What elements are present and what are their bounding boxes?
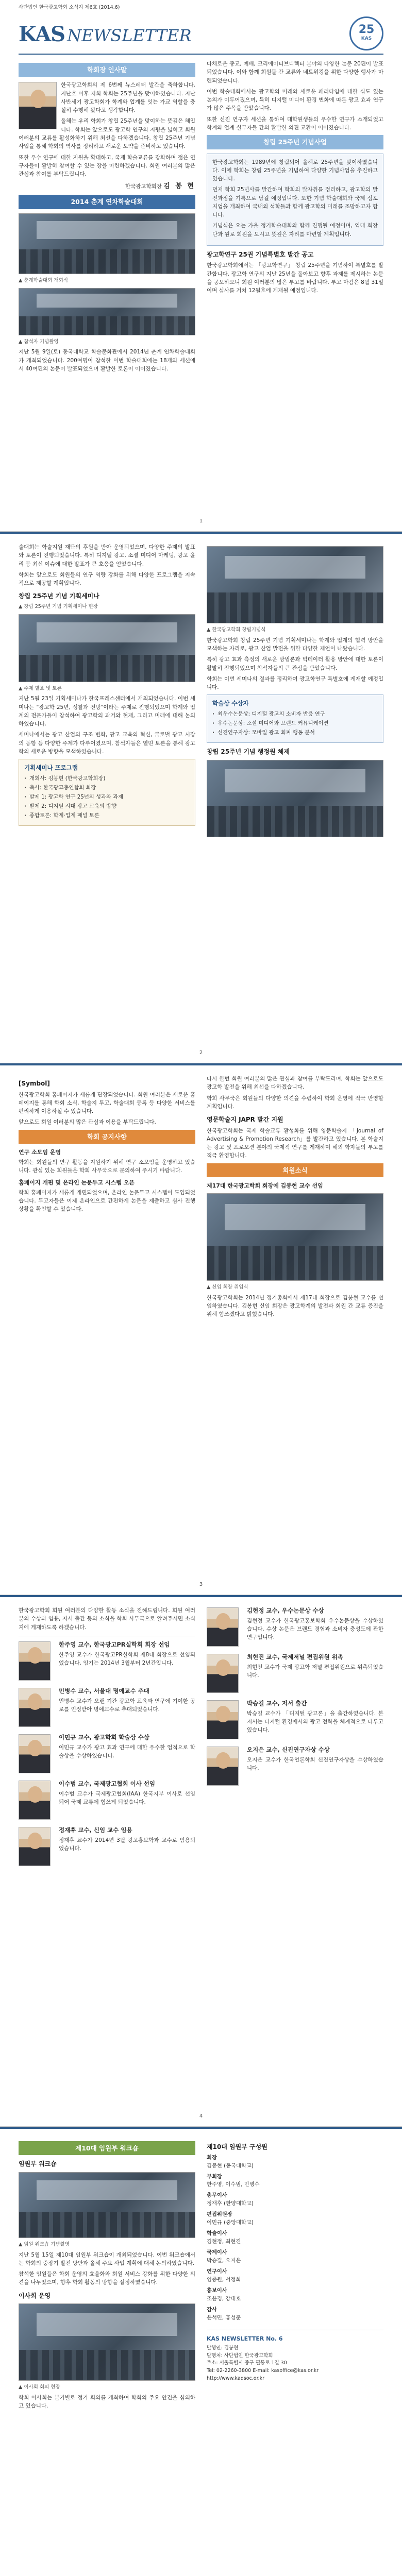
member-portrait [19,1641,51,1681]
roster-role: 부회장 [207,2173,222,2180]
members-paragraph: 한국광고학회는 2014년 정기총회에서 제17대 회장으로 김봉현 교수를 선임하였습니다. 김봉현 신임 회장은 광고학계의 발전과 회원 간 교류 증진을 위해 힘쓰겠다고 밝혔습니다. [207,1294,383,1318]
roster-group [207,2211,383,2227]
member-news-text: 한주영 교수가 한국광고PR실학회 제8대 회장으로 선임되었습니다. 임기는 2014년 3월부터 2년간입니다. [59,1651,195,1666]
board-paragraph: 지난 5월 15일 제10대 임원부 워크숍이 개최되었습니다. 이번 워크숍에서는 학회의 중장기 발전 방안과 올해 주요 사업 계획에 대해 논의하였습니다. [19,2251,195,2266]
roster-group [207,2154,383,2171]
top-rule [0,2127,402,2129]
photo-caption: ▲ 이사회 회의 현장 [19,2384,60,2391]
roster-names: 한주영, 이수범, 민병수 [207,2181,260,2188]
spring-conference-title: 2014 춘계 연차학술대회 [19,195,195,209]
member-portrait [207,1654,239,1693]
press-title: 광고학연구 25권 기념특별호 발간 공고 [207,250,314,258]
anniversary-paragraph: 기념식은 오는 가을 정기학술대회와 함께 진행될 예정이며, 역대 회장단과 원로 회원을 모시고 뜻깊은 자리를 마련할 계획입니다. [212,223,378,238]
photo-caption: ▲ 임원 워크숍 기념촬영 [19,2241,70,2247]
conference-photo [19,213,195,274]
newsletter-page-5 [0,2127,402,2576]
roster-list [207,2154,383,2323]
roster-group [207,2249,383,2265]
roster-group [207,2230,383,2246]
board-paragraph: 참석한 임원들은 학회 운영의 효율화와 회원 서비스 강화를 위한 다양한 의견을 나누었으며, 향후 학회 활동의 방향을 설정하였습니다. [19,2271,195,2286]
photo-caption: ▲ 참석자 기념촬영 [19,338,59,345]
news-item-paragraph: 학회는 회원들의 연구 활동을 지원하기 위해 연구 소모임을 운영하고 있습니다. 관심 있는 회원들은 학회 사무국으로 문의하여 주시기 바랍니다. [19,1159,195,1174]
roster-names: 윤석민, 홍성준 [207,2314,241,2321]
newsletter-page-3 [0,1063,402,1595]
list-item: · 신진연구자상: 모바일 광고 회피 행동 분석 [212,729,378,737]
member-portrait [19,1688,51,1727]
roster-names: 임종원, 서정희 [207,2276,241,2283]
roster-role: 홍보이사 [207,2287,227,2294]
program-title: 기획세미나 프로그램 [24,764,78,772]
colophon-line: 발행인: 김봉현 [207,2345,239,2351]
anniversary-paragraph: 먼저 학회 25년사를 발간하여 학회의 발자취를 정리하고, 광고학의 발전과정을 기록으로 남길 예정입니다. 또한 기념 학술대회와 국제 심포지엄을 개최하여 국내외 석학들과 함께 광고학의 미래를 조망하고자 합니다. [212,187,378,218]
page1-left-column [19,60,195,512]
anniversary-staff-title: 창립 25주년 기념 행정원 체제 [207,748,290,755]
member-portrait [207,1700,239,1739]
member-news-title: 한주영 교수, 한국광고PR실학회 회장 선임 [59,1640,170,1648]
board-subtitle: 임원부 워크숍 [19,2160,57,2168]
body-paragraph: 다채로운 종교, 예배, 크리에이티브디렉터 분야의 다양한 논문 20편이 발표되었습니다. 이와 함께 회원들 간 교류와 네트워킹을 위한 다양한 행사가 마련되었습니다. [207,61,383,84]
masthead [19,7,383,55]
member-news-text: 오지은 교수가 한국언론학회 신진연구자상을 수상하였습니다. [247,1756,383,1772]
colophon-link[interactable]: http://www.kadsoc.or.kr [207,2375,265,2381]
press-paragraph: 한국광고학회에서는 「광고학연구」 창립 25주년을 기념하여 특별호를 발간합니다. 광고학 연구의 지난 25년을 돌아보고 향후 과제를 제시하는 논문을 공모하오니 회원 여러분의 많은 투고를 바랍니다. 투고 마감은 8월 31일이며 심사를 거쳐 12월호에 게재될 예정입니다. [207,262,383,294]
members-title: 회원소식 [207,1163,383,1177]
anniversary-text: KAS [361,36,372,42]
board-meeting-photo [19,2303,195,2381]
roster-names: 조윤경, 강태호 [207,2295,241,2302]
member-news-item [19,1640,195,1683]
member-portrait [19,1827,51,1866]
colophon-line: 발행처: 사단법인 한국광고학회 [207,2352,273,2359]
colophon [207,2330,383,2383]
member-news-text: 김현정 교수가 한국광고홍보학회 우수논문상을 수상하였습니다. 수상 논문은 브랜드 경험과 소비자 충성도에 관한 연구입니다. [247,1617,383,1641]
page2-right-column [207,543,383,1042]
roster-role: 감사 [207,2306,217,2313]
page-number: 3 [199,1581,203,1587]
list-item: · 축사: 한국광고총연합회 회장 [24,784,190,792]
list-item: · 종합토론: 학계·업계 패널 토론 [24,812,190,820]
award-list [212,710,378,737]
member-news-text: 이민규 교수가 광고 효과 연구에 대한 우수한 업적으로 학술상을 수상하였습니다. [59,1744,195,1759]
anniversary-title: 창립 25주년 기념사업 [207,135,383,149]
greeting-signature [19,181,195,192]
member-news-item [207,1699,383,1741]
newsletter-page-1 [0,0,402,532]
roster-names: 이민규 (중앙대학교) [207,2219,254,2226]
body-paragraph: 학회는 앞으로도 회원들의 연구 역량 강화를 위해 다양한 프로그램을 지속적으로 제공할 계획입니다. [19,571,195,587]
members-subtitle: 제17대 한국광고학회 회장에 김봉현 교수 선임 [207,1182,323,1190]
greeting-paragraph: 한국광고학회의 제 6번째 뉴스레터 발간을 축하합니다. 지난호 이후 저희 학회는 25주년을 맞이하였습니다. 지난 사반세기 광고학회가 학계와 업계를 잇는 가교 역할을 충실히 수행해 왔다고 생각합니다. [61,82,195,114]
member-news-title: 오지은 교수, 신진연구자상 수상 [247,1746,330,1753]
support-title: 영문학술지 JAPR 발간 지원 [207,1116,283,1124]
page2-left-column [19,543,195,1042]
page-number: 1 [199,518,203,524]
member-news-item [207,1653,383,1695]
president-portrait [19,82,57,129]
member-news-item [19,1733,195,1775]
forum-title: 창립 25주년 기념 기획세미나 [19,592,99,600]
colophon-line: 주소: 서울특별시 중구 필동로 1길 30 [207,2360,287,2366]
roster-names: 김봉현 (동국대학교) [207,2162,254,2169]
newsletter-page-2 [0,532,402,1063]
award-title: 학술상 수상자 [212,700,249,707]
body-paragraph: 특히 광고 효과 측정의 새로운 방법론과 빅데이터 활용 방안에 대한 토론이 활발히 진행되었으며 참석자들의 큰 관심을 받았습니다. [207,656,383,671]
roster-group [207,2268,383,2284]
member-news-text: 최현진 교수가 국제 광고학 저널 편집위원으로 위촉되었습니다. [247,1664,383,1679]
photo-caption: ▲ 춘계학술대회 개회식 [19,277,68,283]
staff-photo [207,760,383,837]
forum-paragraph: 지난 5월 23일 기획세미나가 한국프레스센터에서 개최되었습니다. 이번 세미나는 "광고학 25년, 성찰과 전망"이라는 주제로 진행되었으며 학계와 업계의 전문가들이 참석하여 광고학의 과거와 현재, 그리고 미래에 대해 논의하였습니다. [19,696,195,727]
photo-caption: ▲ 주제 발표 및 토론 [19,685,62,691]
spring-paragraph: 지난 5월 9일(토) 동국대학교 학술문화관에서 2014년 춘계 연차학술대회가 개최되었습니다. 200여명이 참석한 이번 학술대회에는 18개의 세션에서 40여편의 논문이 발표되었으며 활발한 토론이 이어졌습니다. [19,349,195,372]
member-portrait [207,1607,239,1647]
roster-names: 정재후 (한양대학교) [207,2200,254,2207]
signature-name: 김 봉 현 [163,182,195,191]
program-box [19,759,195,826]
page4-right-column [207,1606,383,2106]
page4-left-column [19,1606,195,2106]
reception-paragraph: 학회 이사회는 분기별로 정기 회의를 개최하여 학회의 주요 안건을 심의하고 있습니다. [19,2395,195,2410]
notice-paragraph: 앞으로도 회원 여러분의 많은 관심과 이용을 부탁드립니다. [19,1119,156,1126]
member-news-item [19,1780,195,1822]
body-paragraph: 다시 한번 회원 여러분의 많은 관심과 참여를 부탁드리며, 학회는 앞으로도 광고학 발전을 위해 최선을 다하겠습니다. [207,1076,383,1091]
anniversary-paragraph: 한국광고학회는 1989년에 창립되어 올해로 25주년을 맞이하였습니다. 이에 학회는 창립 25주년을 기념하여 다양한 기념사업을 추진하고 있습니다. [212,159,378,182]
member-news-text: 이수범 교수가 국제광고협회(IAA) 한국지부 이사로 선임되어 국제 교류에 힘쓰게 되었습니다. [59,1790,195,1805]
roster-role: 회장 [207,2154,217,2161]
roster-group [207,2287,383,2303]
member-news-title: 민병수 교수, 서울대 명예교수 추대 [59,1687,149,1694]
anniversary-box [207,154,383,246]
group-photo [19,288,195,335]
page5-left-column [19,2138,195,2576]
news-item-title: 홈페이지 개편 및 온라인 논문투고 시스템 오픈 [19,1179,135,1186]
top-rule [0,532,402,534]
roster-title: 제10대 임원부 구성원 [207,2143,267,2150]
list-item: · 발제 1: 광고학 연구 25년의 성과와 과제 [24,793,190,802]
body-paragraph: 이번 학술대회에서는 광고학의 미래와 새로운 패러다임에 대한 심도 있는 논의가 이루어졌으며, 특히 디지털 미디어 환경 변화에 따른 광고 효과 연구가 많은 주목을 받았습니다. [207,88,383,112]
member-news-item [207,1606,383,1649]
roster-role: 연구이사 [207,2268,227,2275]
photo-caption: ▲ 창립 25주년 기념 기획세미나 현장 [19,603,98,609]
page3-left-column [19,1075,195,1574]
award-box [207,694,383,743]
list-item: · 발제 2: 디지털 시대 광고 교육의 방향 [24,803,190,811]
news-item-title: 연구 소모임 운영 [19,1149,61,1156]
program-list [24,775,190,820]
roster-role: 편집위원장 [207,2211,232,2218]
photo-caption: ▲ 신임 회장 취임식 [207,1284,248,1291]
top-rule [0,1063,402,1065]
roster-group [207,2192,383,2208]
member-portrait [19,1781,51,1820]
roster-names: 박승길, 오지은 [207,2258,241,2264]
member-news-item [207,1745,383,1788]
body-paragraph: 또한 신진 연구자 세션을 통하여 대학원생들의 우수한 연구가 소개되었고 학계와 업계 실무자들 간의 활발한 의견 교환이 이어졌습니다. [207,116,383,131]
seminar-photo [19,614,195,682]
member-news-title: 최현진 교수, 국제저널 편집위원 위촉 [247,1653,344,1660]
body-paragraph: 술대회는 학술지원 재단의 후원을 받아 운영되었으며, 다양한 주제의 발표와 토론이 진행되었습니다. 특히 디지털 광고, 소셜 미디어 마케팅, 광고 윤리 등 최신 이슈에 대한 발표가 큰 호응을 얻었습니다. [19,544,195,567]
member-news-text: 민병수 교수가 오랜 기간 광고학 교육과 연구에 기여한 공로를 인정받아 명예교수로 추대되었습니다. [59,1698,195,1713]
reception-title: 이사회 운영 [19,2292,51,2299]
member-news-text: 박승길 교수가 「디지털 광고론」을 출간하였습니다. 본 저서는 디지털 환경에서의 광고 전략을 체계적으로 다루고 있습니다. [247,1710,383,1734]
member-news-title: 정재후 교수, 신임 교수 임용 [59,1826,132,1834]
signature-role: 한국광고학회장 [125,183,162,190]
greeting-paragraph: 또한 우수 연구에 대한 지원을 확대하고, 국제 학술교류를 강화하며 젊은 연구자들이 활발히 참여할 수 있는 장을 마련하겠습니다. 회원 여러분의 많은 관심과 참여를 부탁드립니다. [19,154,195,178]
body-paragraph: 학회 사무국은 회원들의 다양한 의견을 수렴하여 학회 운영에 적극 반영할 계획입니다. [207,1095,383,1110]
member-news-title: 박승길 교수, 저서 출간 [247,1700,307,1707]
newsletter-logo [19,19,192,50]
notice-title: [Symbol] [19,1080,50,1087]
greeting-paragraph: 올해는 우리 학회가 창립 25주년을 맞이하는 뜻깊은 해입니다. 학회는 앞으로도 광고학 연구의 지평을 넓히고 회원 여러분의 교류를 활성화하기 위해 최선을 다하겠습니다. 창립 25주년 기념사업을 통해 학회의 역사를 정리하고 새로운 도약을 준비하고 있습니다. [19,118,195,150]
page1-right-column [207,60,383,512]
page5-right-column [207,2138,383,2576]
board-title: 제10대 임원부 워크숍 [19,2141,195,2155]
body-paragraph: 학회는 이번 세미나의 결과를 정리하여 광고학연구 특별호에 게재할 예정입니다. [207,675,383,691]
roster-names: 김현정, 최현진 [207,2239,241,2245]
list-item: · 개회사: 김봉현 (한국광고학회장) [24,775,190,783]
roster-group [207,2306,383,2323]
support-paragraph: 한국광고학회는 국제 학술교류 활성화를 위해 영문학술지 「Journal of Advertising & Promotion Research」를 발간하고 있습니다. 본 학술지는 광고 및 프로모션 분야의 국제적 연구를 게재하며 해외 학자들의 투고를 적극 환영합니다. [207,1127,383,1159]
member-news-item [19,1826,195,1868]
member-news-text: 정재후 교수가 2014년 3월 광고홍보학과 교수로 임용되었습니다. [59,1837,195,1852]
list-item: · 우수논문상: 소셜 미디어와 브랜드 커뮤니케이션 [212,720,378,728]
page-number: 2 [199,1049,203,1056]
greeting-title: 학회장 인사말 [19,63,195,77]
ceremony-photo [207,546,383,623]
roster-role: 총무이사 [207,2192,227,2199]
forum-paragraph: 세미나에서는 광고 산업의 구조 변화, 광고 교육의 혁신, 글로벌 광고 시장의 동향 등 다양한 주제가 다루어졌으며, 참석자들은 열띤 토론을 통해 광고학의 새로운 방향을 모색하였습니다. [19,732,195,755]
top-rule [0,1595,402,1597]
news-item-paragraph: 학회 홈페이지가 새롭게 개편되었으며, 온라인 논문투고 시스템이 도입되었습니다. 투고자들은 이제 온라인으로 간편하게 논문을 제출하고 심사 진행 상황을 확인할 수 있습니다. [19,1189,195,1213]
workshop-photo [19,2172,195,2238]
member-news-title: 이민규 교수, 광고학회 학술상 수상 [59,1733,149,1741]
notice-paragraph: 한국광고학회 홈페이지가 새롭게 단장되었습니다. 회원 여러분은 새로운 홈페이지를 통해 학회 소식, 학술지 투고, 학술대회 등록 등 다양한 서비스를 편리하게 이용하실 수 있습니다. [19,1091,195,1115]
roster-group [207,2173,383,2190]
newsletter-page-4 [0,1595,402,2127]
member-news-item [19,1687,195,1729]
member-portrait [19,1734,51,1773]
colophon-title: KAS NEWSLETTER No. 6 [207,2335,283,2342]
page3-right-column [207,1075,383,1574]
anniversary-emblem-icon [349,16,383,50]
page-number: 4 [199,2113,203,2119]
roster-role: 학술이사 [207,2230,227,2237]
member-news-title: 김현정 교수, 우수논문상 수상 [247,1607,324,1614]
member-portrait [207,1747,239,1786]
logo-newsletter: NEWSLETTER [67,26,192,45]
body-paragraph: 한국광고학회 창립 25주년 기념 기획세미나는 학계와 업계의 협력 방안을 모색하는 자리로, 광고 산업 발전을 위한 다양한 제언이 나왔습니다. [207,637,383,652]
roster-role: 국제이사 [207,2249,227,2256]
list-item: · 최우수논문상: 디지털 광고의 소비자 반응 연구 [212,710,378,719]
logo-kas: KAS [19,22,65,46]
issue-line: 사단법인 한국광고학회 소식지 제6호 (2014.6) [19,5,120,10]
member-news-title: 이수범 교수, 국제광고협회 이사 선임 [59,1780,156,1787]
colophon-line: Tel: 02-2260-3800 E-mail: kasoffice@kas.or.kr [207,2367,319,2374]
photo-caption: ▲ 한국광고학회 창립기념식 [207,627,266,633]
inauguration-photo [207,1193,383,1281]
news-title: 학회 공지사항 [19,1130,195,1144]
anniversary-number: 25 [358,23,375,37]
intro-paragraph: 한국광고학회 회원 여러분의 다양한 활동 소식을 전해드립니다. 회원 여러분의 수상과 임용, 저서 출간 등의 소식을 학회 사무국으로 알려주시면 소식지에 게재하도록 하겠습니다. [19,1607,195,1631]
